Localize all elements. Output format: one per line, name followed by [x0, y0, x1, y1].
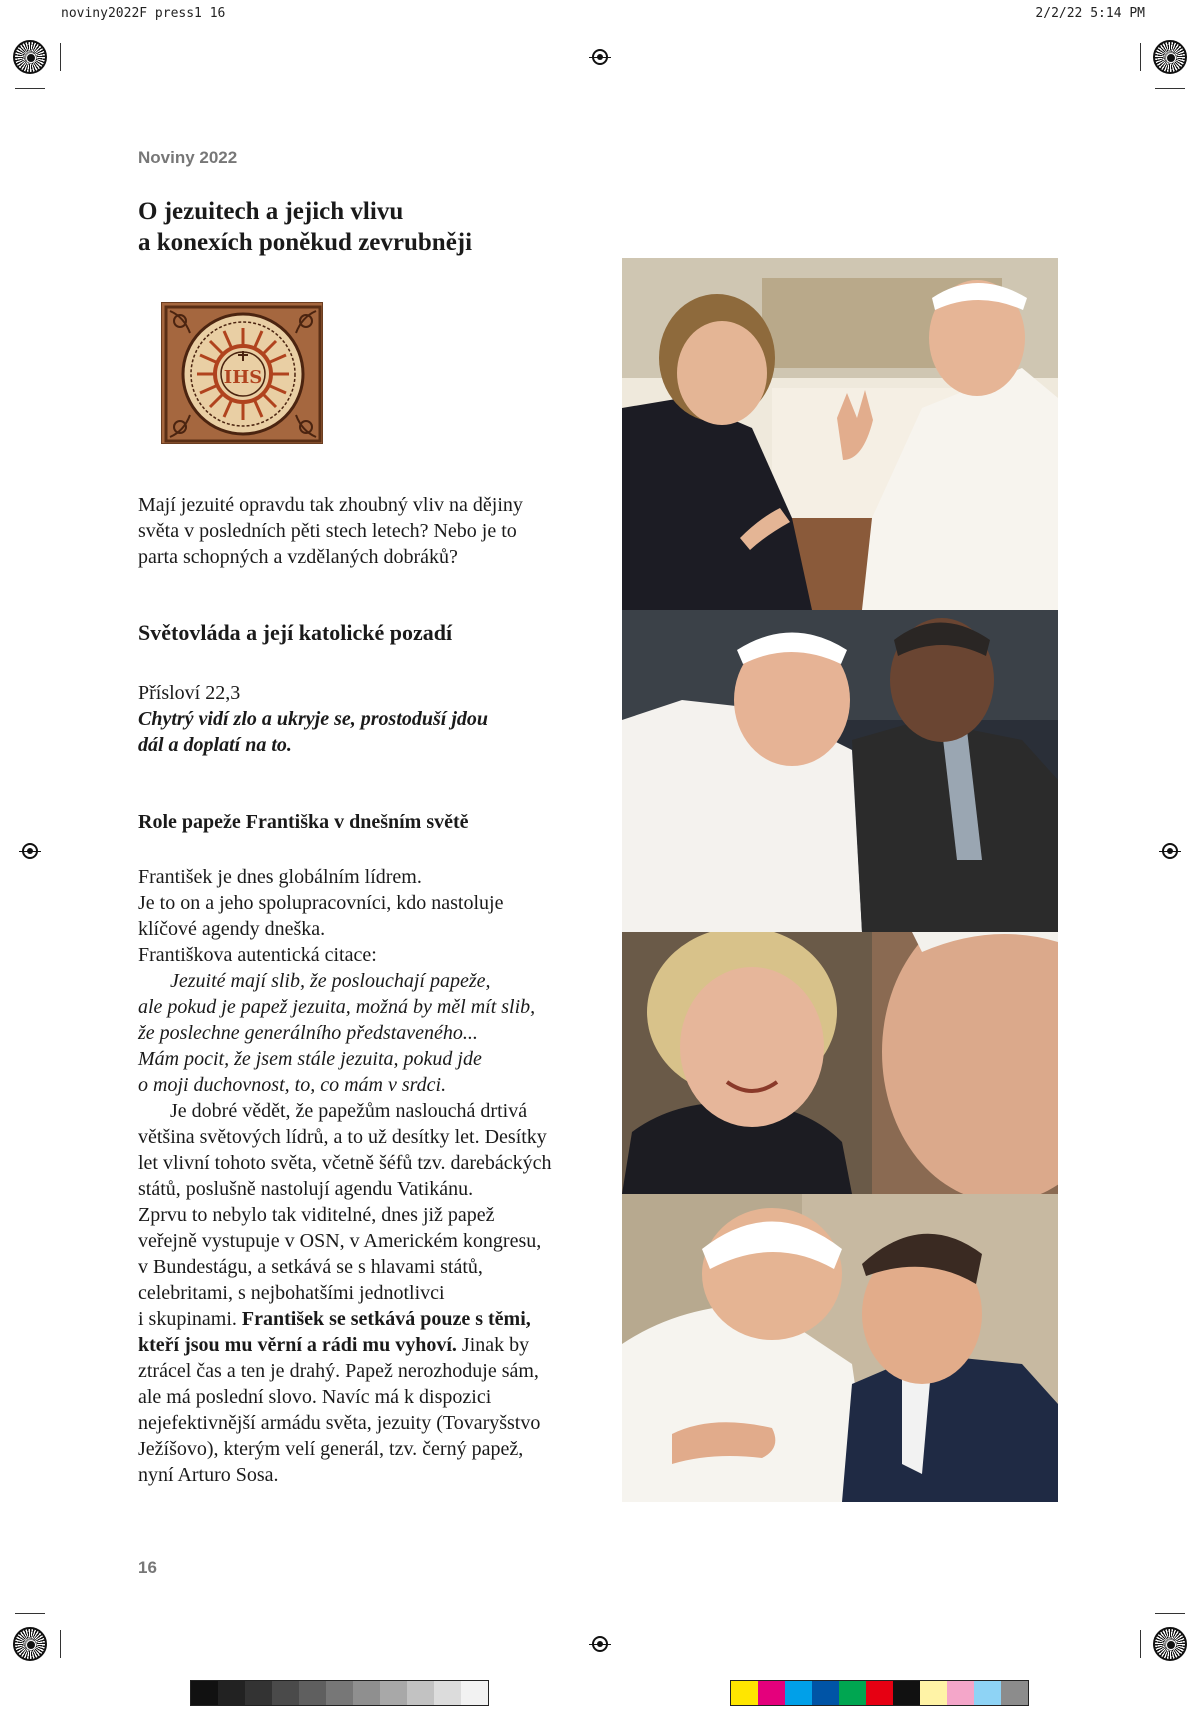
body-line: celebritami, s nejbohatšími jednotlivci	[138, 1282, 445, 1304]
quote-line: že poslechne generálního představeného...	[138, 1022, 478, 1044]
color-swatch	[947, 1681, 974, 1705]
color-swatch	[893, 1681, 920, 1705]
body-line: v Bundestágu, a setkává se s hlavami států,	[138, 1256, 483, 1278]
article-title	[138, 196, 598, 258]
crosshair-mark-top	[592, 49, 608, 65]
intro-paragraph	[138, 492, 598, 570]
subheading: Světovláda a její katolické pozadí	[138, 620, 453, 645]
section-heading: Role papeže Františka v dnešním světě	[138, 811, 469, 833]
verse-line: dál a doplatí na to.	[138, 734, 292, 756]
trim-mark	[1140, 43, 1141, 71]
color-swatch	[407, 1681, 434, 1705]
photo-woman-leader-and-pope-closeup	[622, 932, 1058, 1194]
quote-line: Mám pocit, že jsem stále jezuita, pokud jde	[138, 1048, 482, 1070]
color-swatch	[1001, 1681, 1028, 1705]
registration-mark-bottom-right	[1153, 1627, 1187, 1661]
registration-mark-top-left	[13, 40, 47, 74]
trim-mark	[60, 1630, 61, 1658]
ihs-monogram: IHS	[223, 367, 263, 388]
color-swatch	[434, 1681, 461, 1705]
body-fragment: i skupinami.	[138, 1308, 237, 1330]
article-body	[138, 864, 598, 1488]
registration-mark-bottom-left	[13, 1627, 47, 1661]
color-swatch	[326, 1681, 353, 1705]
body-line: Zprvu to nebylo tak viditelné, dnes již papež	[138, 1204, 495, 1226]
body-line: klíčové agendy dneška.	[138, 918, 326, 940]
grayscale-control-bar	[190, 1680, 489, 1706]
photo-pope-and-woman-leader	[622, 258, 1058, 610]
section-label: Noviny 2022	[138, 148, 238, 167]
body-line: ztrácel čas a ten je drahý. Papež nerozhoduje sám,	[138, 1360, 539, 1382]
color-swatch	[191, 1681, 218, 1705]
color-swatch	[299, 1681, 326, 1705]
color-swatch	[812, 1681, 839, 1705]
color-swatch	[461, 1681, 488, 1705]
quote-line: ale pokud je papež jezuita, možná by měl mít slib,	[138, 996, 536, 1018]
jesuit-ihs-emblem	[161, 302, 323, 444]
body-line: let vlivní tohoto světa, včetně šéfů tzv. darebáckých	[138, 1152, 552, 1174]
body-line: Ježíšovo), kterým velí generál, tzv. černý papež,	[138, 1438, 524, 1460]
color-swatch	[272, 1681, 299, 1705]
trim-mark	[15, 1613, 45, 1614]
photo-column	[622, 258, 1058, 1502]
color-swatch	[731, 1681, 758, 1705]
body-line: Je dobré vědět, že papežům naslouchá drtivá	[170, 1100, 528, 1122]
intro-line: světa v posledních pěti stech letech? Nebo je to	[138, 520, 517, 542]
quote-line: o moji duchovnost, to, co mám v srdci.	[138, 1074, 447, 1096]
ihs-emblem-icon	[162, 303, 323, 444]
body-line: států, poslušně nastolují agendu Vatikánu.	[138, 1178, 474, 1200]
body-line: Je to on a jeho spolupracovníci, kdo nastoluje	[138, 892, 504, 914]
body-bold-fragment: František se setkává pouze s těmi,	[241, 1308, 531, 1330]
quote-line: Jezuité mají slib, že poslouchají papeže,	[170, 970, 491, 992]
body-line: Františkova autentická citace:	[138, 944, 377, 966]
crosshair-mark-bottom	[592, 1636, 608, 1652]
trim-mark	[1140, 1630, 1141, 1658]
color-swatch	[380, 1681, 407, 1705]
color-swatch	[839, 1681, 866, 1705]
body-fragment: Jinak by	[461, 1334, 530, 1356]
color-swatch	[758, 1681, 785, 1705]
crosshair-mark-right	[1162, 843, 1178, 859]
color-swatch	[245, 1681, 272, 1705]
intro-line: parta schopných a vzdělaných dobráků?	[138, 546, 458, 568]
body-line: většina světových lídrů, a to už desítky let. Desítky	[138, 1126, 547, 1148]
verse-line: Chytrý vidí zlo a ukryje se, prostoduší jdou	[138, 708, 489, 730]
color-swatch	[785, 1681, 812, 1705]
body-line	[138, 1306, 598, 1332]
crosshair-mark-left	[22, 843, 38, 859]
body-line: nejefektivnější armádu světa, jezuity (Tovaryšstvo	[138, 1412, 541, 1434]
title-line: a konexích poněkud zevrubněji	[138, 229, 473, 256]
page-number: 16	[138, 1558, 157, 1577]
color-swatch	[974, 1681, 1001, 1705]
bible-verse	[138, 680, 598, 758]
trim-mark	[60, 43, 61, 71]
body-line: ale má poslední slovo. Navíc má k dispozici	[138, 1386, 492, 1408]
body-line	[138, 1332, 598, 1358]
color-swatch	[920, 1681, 947, 1705]
title-line: O jezuitech a jejich vlivu	[138, 198, 404, 225]
photo-pope-and-man-leader	[622, 610, 1058, 932]
slug-timestamp: 2/2/22 5:14 PM	[1035, 6, 1145, 21]
body-line: veřejně vystupuje v OSN, v Americkém kongresu,	[138, 1230, 542, 1252]
registration-mark-top-right	[1153, 40, 1187, 74]
color-swatch	[866, 1681, 893, 1705]
intro-line: Mají jezuité opravdu tak zhoubný vliv na dějiny	[138, 494, 523, 516]
body-line: nyní Arturo Sosa.	[138, 1464, 279, 1486]
verse-reference: Přísloví 22,3	[138, 682, 241, 704]
trim-mark	[1155, 88, 1185, 89]
color-swatch	[218, 1681, 245, 1705]
color-swatch	[353, 1681, 380, 1705]
body-line: František je dnes globálním lídrem.	[138, 866, 422, 888]
body-bold-fragment: kteří jsou mu věrní a rádi mu vyhoví.	[138, 1334, 457, 1356]
trim-mark	[1155, 1613, 1185, 1614]
slug-filename: noviny2022F press1 16	[61, 6, 226, 21]
trim-mark	[15, 88, 45, 89]
color-control-bar	[730, 1680, 1029, 1706]
photo-pope-embrace	[622, 1194, 1058, 1502]
